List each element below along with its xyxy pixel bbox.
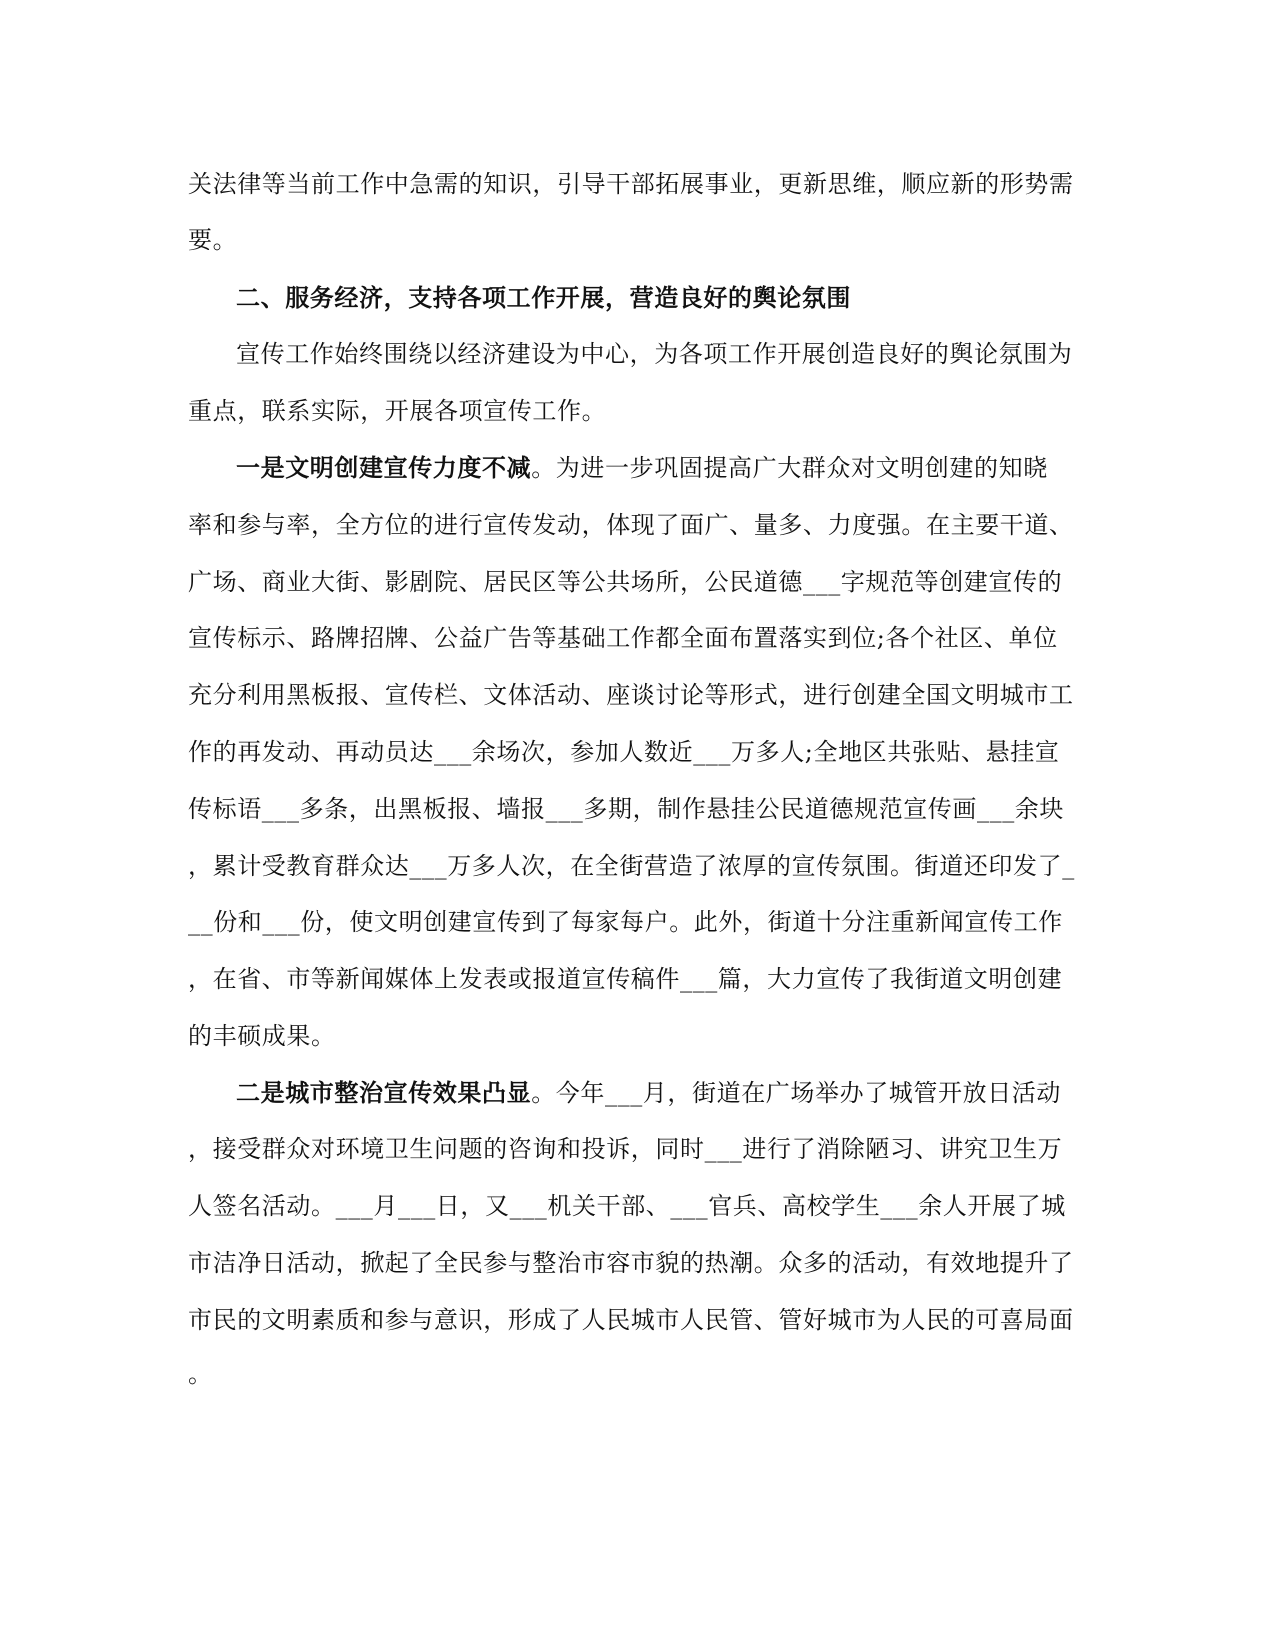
text-line: 作的再发动、再动员达___余场次，参加人数近___万多人;全地区共张贴、悬挂宣 — [188, 738, 1060, 766]
text-line: 。 — [188, 1360, 213, 1388]
text-line: 宣传工作始终围绕以经济建设为中心，为各项工作开展创造良好的舆论氛围为 — [236, 340, 1073, 368]
text-line: 率和参与率，全方位的进行宣传发动，体现了面广、量多、力度强。在主要干道、 — [188, 511, 1074, 539]
text-line: 充分利用黑板报、宣传栏、文体活动、座谈讨论等形式，进行创建全国文明城市工 — [188, 681, 1074, 709]
text-line: ，在省、市等新闻媒体上发表或报道宣传稿件___篇，大力宣传了我街道文明创建 — [188, 965, 1063, 993]
text-line: ，接受群众对环境卫生问题的咨询和投诉，同时___进行了消除陋习、讲究卫生万 — [188, 1135, 1063, 1163]
text-line: 传标语___多条，出黑板报、墙报___多期，制作悬挂公民道德规范宣传画___余块 — [188, 795, 1064, 823]
text-line: 的丰硕成果。 — [188, 1022, 336, 1050]
text-line: 人签名活动。___月___日，又___机关干部、___官兵、高校学生___余人开展了城 — [188, 1192, 1066, 1220]
text-line: 广场、商业大街、影剧院、居民区等公共场所，公民道德___字规范等创建宣传的 — [188, 568, 1063, 596]
paragraph-lead-text: 。今年___月，街道在广场举办了城管开放日活动 — [531, 1079, 1062, 1107]
text-line: ，累计受教育群众达___万多人次，在全街营造了浓厚的宣传氛围。街道还印发了_ — [188, 852, 1075, 880]
text-line: 要。 — [188, 226, 238, 254]
text-line: 市民的文明素质和参与意识，形成了人民城市人民管、管好城市为人民的可喜局面 — [188, 1306, 1074, 1334]
text-line: 市洁净日活动，掀起了全民参与整治市容市貌的热潮。众多的活动，有效地提升了 — [188, 1249, 1074, 1277]
section-heading: 二、服务经济，支持各项工作开展，营造良好的舆论氛围 — [236, 283, 851, 312]
paragraph-lead-line — [236, 1077, 1061, 1109]
text-line: 重点，联系实际，开展各项宣传工作。 — [188, 397, 607, 425]
paragraph-lead-line — [236, 452, 1048, 484]
text-line: 关法律等当前工作中急需的知识，引导干部拓展事业，更新思维，顺应新的形势需 — [188, 170, 1074, 198]
paragraph-lead-text: 。为进一步巩固提高广大群众对文明创建的知晓 — [531, 454, 1048, 482]
text-line: 宣传标示、路牌招牌、公益广告等基础工作都全面布置落实到位;各个社区、单位 — [188, 624, 1058, 652]
text-line: __份和___份，使文明创建宣传到了每家每户。此外，街道十分注重新闻宣传工作 — [188, 908, 1063, 936]
paragraph-heading: 一是文明创建宣传力度不减 — [236, 453, 532, 482]
paragraph-heading: 二是城市整治宣传效果凸显 — [236, 1078, 532, 1107]
